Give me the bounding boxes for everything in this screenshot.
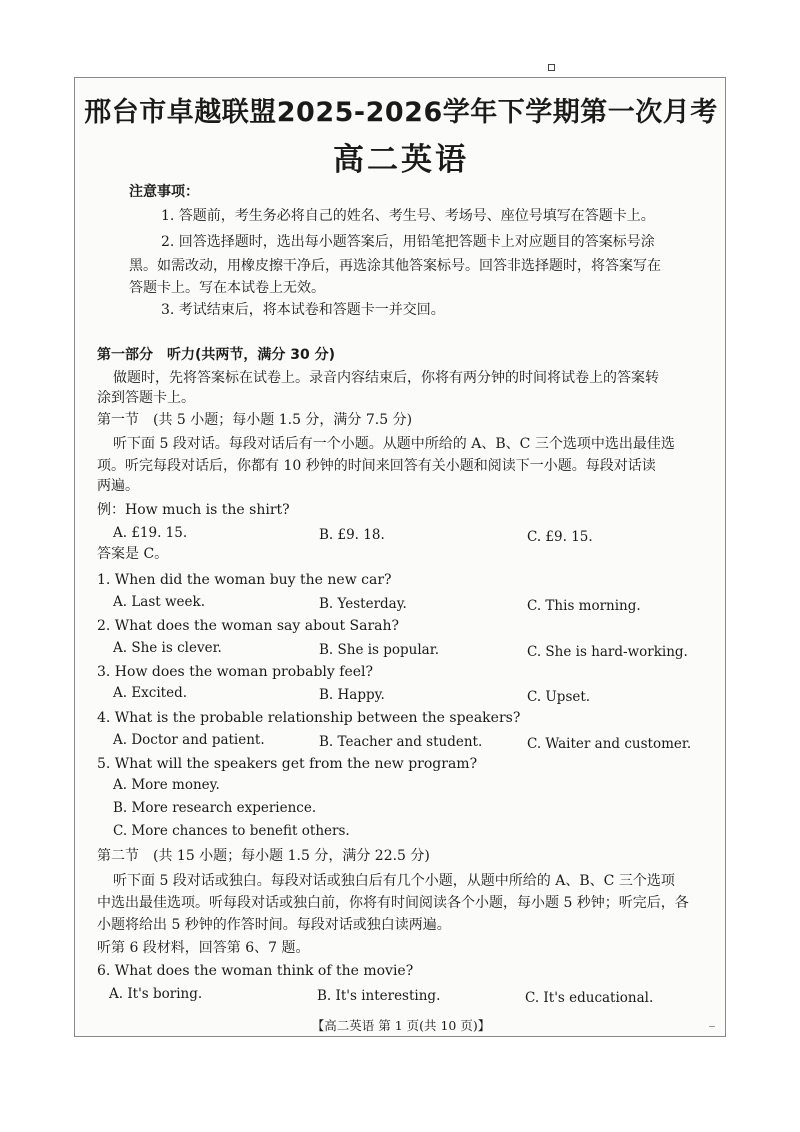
question-4: 4. What is the probable relationship between the speakers?: [97, 710, 521, 726]
q3-option-a: A. Excited.: [113, 685, 188, 701]
subject-title: 高二英语: [333, 142, 469, 178]
question-6: 6. What does the woman think of the movie?: [97, 963, 414, 979]
q5-option-a: A. More money.: [113, 777, 220, 793]
q1-option-a: A. Last week.: [113, 594, 205, 610]
q6-option-b: B. It's interesting.: [317, 988, 441, 1004]
question-2: 2. What does the woman say about Sarah?: [97, 618, 400, 634]
q5-option-b: B. More research experience.: [113, 800, 317, 816]
example-option-c: C. £9. 15.: [527, 529, 593, 545]
q2-option-c: C. She is hard-working.: [527, 644, 688, 660]
q3-option-c: C. Upset.: [527, 689, 591, 705]
q3-option-b: B. Happy.: [319, 687, 385, 703]
section2-intro-cont2: 小题将给出 5 秒钟的作答时间。每段对话或独白读两遍。: [97, 917, 451, 933]
corner-mark: [548, 64, 555, 71]
notice-item-2-cont: 黑。如需改动，用橡皮擦干净后，再选涂其他答案标号。回答非选择题时，将答案写在: [129, 258, 661, 274]
exam-title: 邢台市卓越联盟2025-2026学年下学期第一次月考: [84, 97, 718, 128]
example-answer: 答案是 C。: [97, 546, 169, 562]
q4-option-a: A. Doctor and patient.: [113, 732, 265, 748]
part1-intro-cont: 涂到答题卡上。: [97, 390, 195, 406]
q1-option-c: C. This morning.: [527, 598, 641, 614]
example-option-b: B. £9. 18.: [319, 527, 385, 543]
notice-item-2: 2. 回答选择题时，选出每小题答案后，用铅笔把答题卡上对应题目的答案标号涂: [161, 234, 655, 250]
q1-option-b: B. Yesterday.: [319, 596, 407, 612]
section2-intro-cont: 中选出最佳选项。听每段对话或独白前，你将有时间阅读各个小题，每小题 5 秒钟；听完后，各: [97, 895, 689, 911]
section1-intro-cont: 项。听完每段对话后，你都有 10 秒钟的时间来回答有关小题和阅读下一小题。每段对话读: [97, 458, 656, 474]
q6-option-a: A. It's boring.: [109, 986, 203, 1002]
page-footer: 【高二英语 第 1 页(共 10 页)】: [311, 1018, 491, 1033]
notice-heading: 注意事项：: [129, 184, 199, 200]
notice-item-3: 3. 考试结束后，将本试卷和答题卡一并交回。: [161, 302, 445, 318]
q4-option-b: B. Teacher and student.: [319, 734, 483, 750]
exam-page: [74, 77, 726, 1037]
scan-mark: [709, 1026, 715, 1027]
question-5: 5. What will the speakers get from the new program?: [97, 756, 478, 772]
material-note: 听第 6 段材料，回答第 6、7 题。: [97, 940, 310, 956]
q2-option-a: A. She is clever.: [113, 640, 222, 656]
example-question: 例：How much is the shirt?: [97, 502, 290, 518]
example-option-a: A. £19. 15.: [113, 525, 188, 541]
part1-heading: 第一部分 听力(共两节，满分 30 分): [97, 347, 336, 363]
section1-heading: 第一节 (共 5 小题；每小题 1.5 分，满分 7.5 分): [97, 412, 413, 428]
q5-option-c: C. More chances to benefit others.: [113, 823, 350, 839]
q2-option-b: B. She is popular.: [319, 642, 439, 658]
question-3: 3. How does the woman probably feel?: [97, 664, 373, 680]
notice-item-1: 1. 答题前，考生务必将自己的姓名、考生号、考场号、座位号填写在答题卡上。: [161, 208, 655, 224]
part1-intro: 做题时，先将答案标在试卷上。录音内容结束后，你将有两分钟的时间将试卷上的答案转: [113, 370, 659, 386]
section2-intro: 听下面 5 段对话或独白。每段对话或独白后有几个小题，从题中所给的 A、B、C 三个选项: [113, 873, 675, 889]
q6-option-c: C. It's educational.: [525, 990, 654, 1006]
notice-item-2-cont2: 答题卡上。写在本试卷上无效。: [129, 280, 325, 296]
question-1: 1. When did the woman buy the new car?: [97, 572, 392, 588]
q4-option-c: C. Waiter and customer.: [527, 736, 692, 752]
section2-heading: 第二节 (共 15 小题；每小题 1.5 分，满分 22.5 分): [97, 848, 430, 864]
section1-intro: 听下面 5 段对话。每段对话后有一个小题。从题中所给的 A、B、C 三个选项中选出最佳选: [113, 436, 675, 452]
section1-intro-cont2: 两遍。: [97, 478, 139, 494]
